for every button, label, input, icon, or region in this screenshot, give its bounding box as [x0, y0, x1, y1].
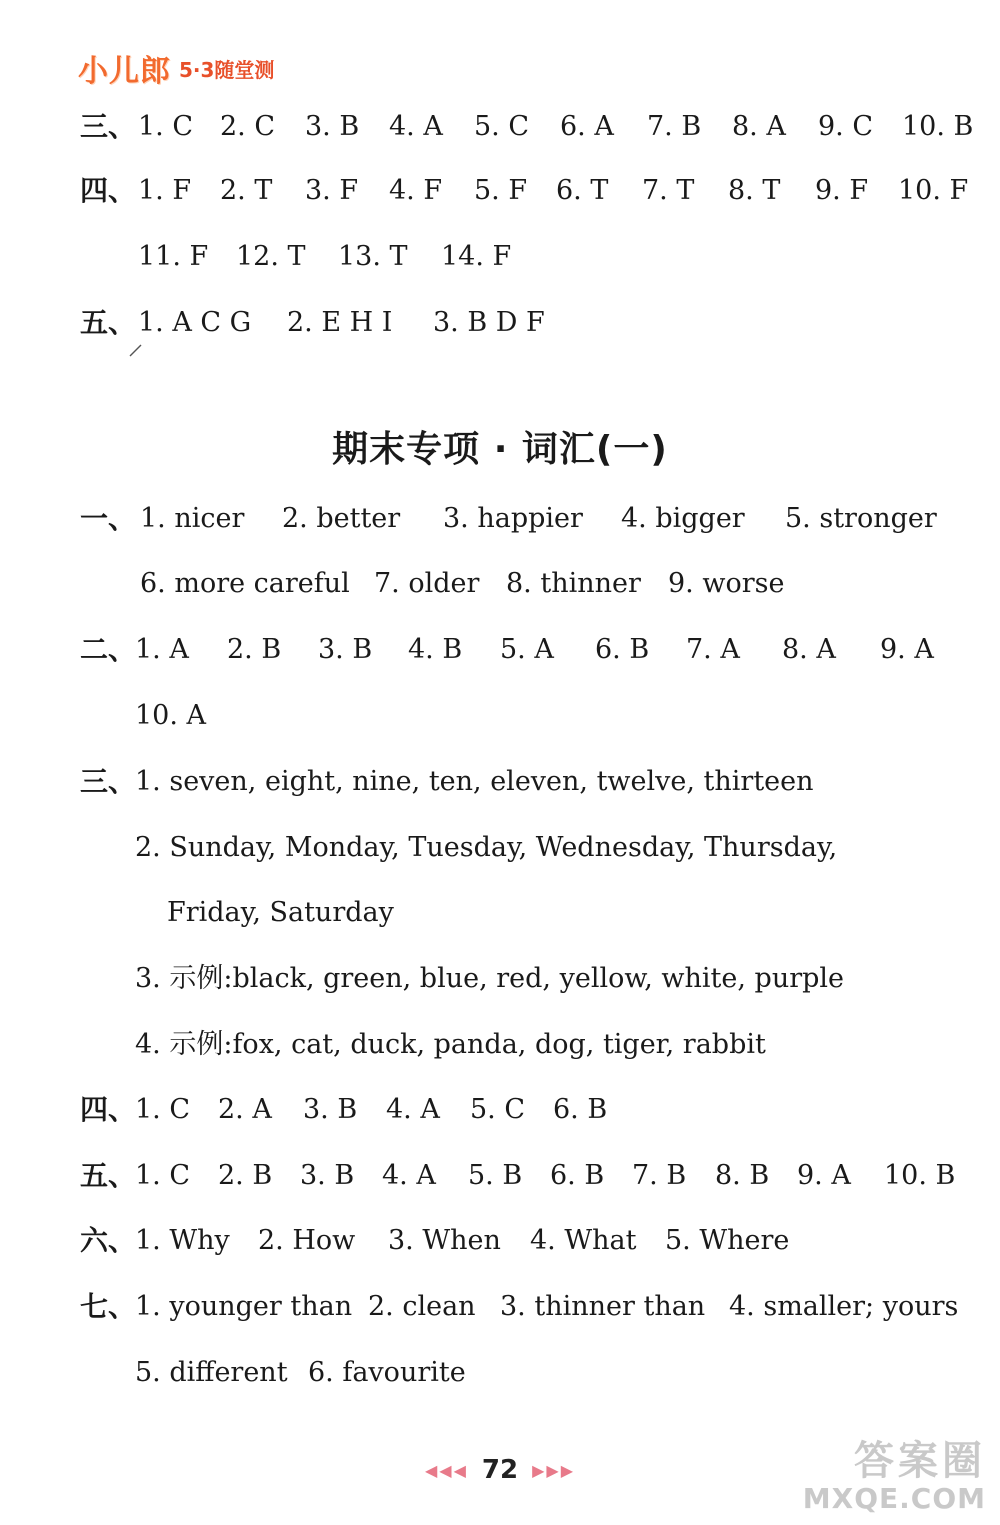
- answer-item: 4. A: [386, 1094, 440, 1125]
- section-label: 二、: [80, 633, 137, 666]
- answer-item: 7. T: [642, 175, 695, 206]
- answer-item: 10. F: [898, 175, 969, 206]
- right-arrows-icon: ▶▶▶: [532, 1460, 576, 1480]
- section-row-wu: [0, 298, 1000, 348]
- section-row-san-b-4: [0, 954, 1000, 1004]
- answer-item: 6. T: [556, 175, 609, 206]
- answer-text: 2. Sunday, Monday, Tuesday, Wednesday, Thursday,: [135, 832, 838, 863]
- watermark-cn: 答案圈: [854, 1438, 986, 1484]
- answer-item: 2. C: [220, 111, 276, 142]
- answer-item: 9. C: [818, 111, 874, 142]
- answer-item: 8. thinner: [506, 568, 641, 599]
- section-row-er: [0, 625, 1000, 675]
- answer-item: 1. C: [135, 1160, 191, 1191]
- section-row-qi-cont: [0, 1348, 1000, 1398]
- page-number: 72: [481, 1455, 519, 1485]
- section-row-si: [0, 166, 1000, 216]
- answer-item: 4. B: [408, 634, 463, 665]
- answer-item: 9. F: [815, 175, 869, 206]
- answer-item: 12. T: [236, 241, 306, 272]
- watermark: [803, 1439, 986, 1515]
- answer-item: 4. A: [382, 1160, 436, 1191]
- answer-item: 1. C: [138, 111, 194, 142]
- answer-item: 7. B: [632, 1160, 687, 1191]
- answer-item: 3. F: [305, 175, 359, 206]
- answer-item: 5. C: [474, 111, 530, 142]
- answer-item: 3. B: [300, 1160, 355, 1191]
- answer-text: 1. seven, eight, nine, ten, eleven, twelve, thirteen: [135, 766, 814, 797]
- section-label: 五、: [80, 306, 137, 339]
- answer-item: 8. B: [715, 1160, 770, 1191]
- section-label: 六、: [80, 1224, 137, 1257]
- section-row-er-cont: [0, 691, 1000, 741]
- answer-item: 7. B: [647, 111, 702, 142]
- answer-item: 5. stronger: [785, 503, 937, 534]
- answer-text: 3. 示例:black, green, blue, red, yellow, white, purple: [135, 963, 845, 994]
- answer-item: 2. A: [218, 1094, 272, 1125]
- answer-item: 4. smaller; yours: [729, 1291, 959, 1322]
- answer-text: Friday, Saturday: [167, 897, 394, 928]
- section-row-si-cont: [0, 232, 1000, 282]
- answer-item: 3. happier: [443, 503, 583, 534]
- answer-item: 3. B: [303, 1094, 358, 1125]
- answer-item: 5. F: [474, 175, 528, 206]
- section-label: 五、: [80, 1159, 137, 1192]
- section-row-yi: [0, 494, 1000, 544]
- answer-item: 7. older: [374, 568, 480, 599]
- answer-item: 4. A: [389, 111, 443, 142]
- section-row-san-b-3: [0, 888, 1000, 938]
- answer-item: 1. nicer: [140, 503, 245, 534]
- answer-item: 2. B: [218, 1160, 273, 1191]
- answer-item: 3. B: [318, 634, 373, 665]
- answer-item: 5. Where: [665, 1225, 790, 1256]
- answer-item: 2. clean: [368, 1291, 476, 1322]
- section-row-qi: [0, 1282, 1000, 1332]
- brand-subtitle: 5·3随堂测: [179, 57, 275, 82]
- pen-stroke-mark: [128, 342, 144, 358]
- answer-item: 6. A: [560, 111, 614, 142]
- section-label: 三、: [80, 765, 137, 798]
- answer-item: 1. A C G: [138, 307, 252, 338]
- section-label: 一、: [80, 502, 137, 535]
- answer-item: 8. T: [728, 175, 781, 206]
- brand-header: [78, 48, 274, 88]
- section-row-wu-b: [0, 1151, 1000, 1201]
- answer-item: 3. B D F: [433, 307, 545, 338]
- brand-logo: 小儿郎: [78, 54, 171, 89]
- answer-item: 2. E H I: [287, 307, 393, 338]
- answer-item: 9. worse: [668, 568, 785, 599]
- answer-item: 1. Why: [135, 1225, 230, 1256]
- watermark-en: MXQE.COM: [802, 1482, 986, 1515]
- answer-item: 8. A: [782, 634, 836, 665]
- answer-item: 2. B: [227, 634, 282, 665]
- answer-item: 6. favourite: [308, 1357, 466, 1388]
- answer-item: 14. F: [441, 241, 512, 272]
- section-row-liu: [0, 1216, 1000, 1266]
- section-row-san-b-2: [0, 823, 1000, 873]
- answer-item: 4. bigger: [621, 503, 745, 534]
- answer-item: 2. How: [258, 1225, 356, 1256]
- answer-item: 3. When: [388, 1225, 501, 1256]
- answer-text: 4. 示例:fox, cat, duck, panda, dog, tiger, rabbit: [135, 1029, 766, 1060]
- answer-item: 7. A: [686, 634, 740, 665]
- answer-item: 2. T: [220, 175, 273, 206]
- answer-item: 6. more careful: [140, 568, 350, 599]
- answer-item: 10. B: [884, 1160, 956, 1191]
- answer-item: 1. A: [135, 634, 189, 665]
- section-row-san: [0, 102, 1000, 152]
- answer-item: 1. C: [135, 1094, 191, 1125]
- answer-item: 5. different: [135, 1357, 288, 1388]
- left-arrows-icon: ◀◀◀: [424, 1460, 468, 1480]
- answer-item: 2. better: [282, 503, 401, 534]
- answer-item: 4. What: [530, 1225, 637, 1256]
- answer-item: 1. younger than: [135, 1291, 353, 1322]
- answer-item: 11. F: [138, 241, 209, 272]
- answer-item: 10. A: [135, 700, 207, 731]
- section-label: 三、: [80, 110, 137, 143]
- section-row-yi-cont: [0, 559, 1000, 609]
- answer-item: 9. A: [880, 634, 934, 665]
- answer-item: 10. B: [902, 111, 974, 142]
- answer-item: 6. B: [553, 1094, 608, 1125]
- section-label: 四、: [80, 174, 137, 207]
- answer-item: 3. thinner than: [500, 1291, 706, 1322]
- answer-item: 1. F: [138, 175, 192, 206]
- answer-item: 9. A: [797, 1160, 851, 1191]
- answer-item: 5. B: [468, 1160, 523, 1191]
- answer-item: 3. B: [305, 111, 360, 142]
- answer-item: 8. A: [732, 111, 786, 142]
- answer-item: 5. A: [500, 634, 554, 665]
- answer-item: 4. F: [389, 175, 443, 206]
- section-title: 期末专项 · 词汇(一): [332, 429, 668, 470]
- section-row-san-b-5: [0, 1020, 1000, 1070]
- section-label: 七、: [80, 1290, 137, 1323]
- answer-item: 13. T: [338, 241, 408, 272]
- answer-item: 6. B: [595, 634, 650, 665]
- answer-item: 5. C: [470, 1094, 526, 1125]
- section-row-si-b: [0, 1085, 1000, 1135]
- section-label: 四、: [80, 1093, 137, 1126]
- section-row-san-b: [0, 757, 1000, 807]
- answer-item: 6. B: [550, 1160, 605, 1191]
